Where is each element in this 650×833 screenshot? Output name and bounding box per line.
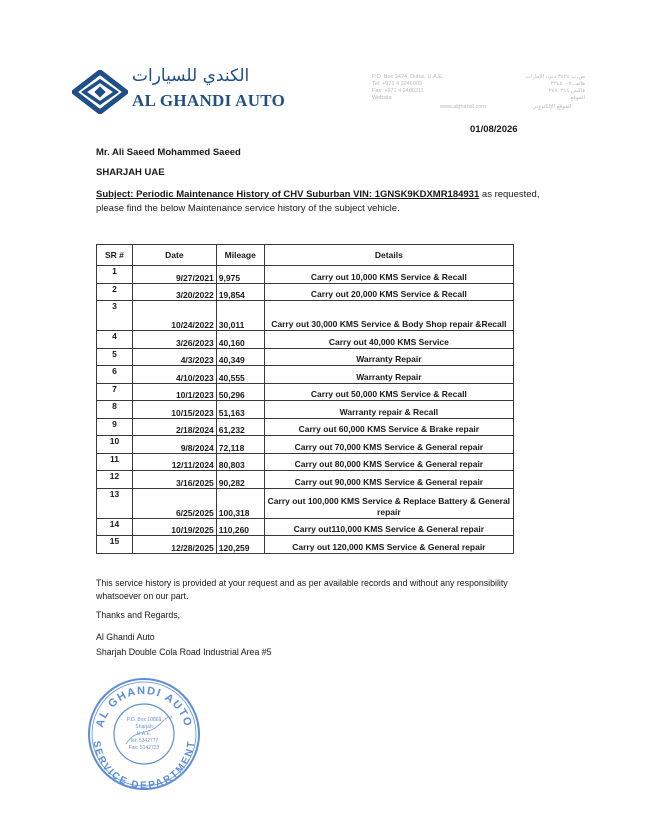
signature-company: Al Ghandi Auto xyxy=(96,632,155,642)
subject-label: Subject: Periodic Maintenance History of CHV Suburban VIN: 1GNSK9KDXMR184931 xyxy=(96,189,480,200)
cell-sr: 1 xyxy=(97,266,133,284)
recipient-name: Mr. Ali Saeed Mohammed Saeed xyxy=(96,147,241,158)
contact-line-ar: فاكس ٢٤٨٠٢١١ xyxy=(548,88,585,94)
brand-name-arabic: الكندي للسيارات xyxy=(132,66,250,86)
cell-sr: 7 xyxy=(97,383,133,401)
stamp-line: P.O. Box 10869 xyxy=(126,717,162,723)
cell-details: Carry out 60,000 KMS Service & Brake repair xyxy=(264,418,513,436)
letter-date: 01/08/2026 xyxy=(470,124,518,135)
cell-date: 3/26/2023 xyxy=(132,331,216,349)
cell-date: 9/8/2024 xyxy=(132,436,216,454)
al-ghandi-logo-icon xyxy=(72,70,128,114)
contact-line: Tel: +971 4 3245005 xyxy=(372,81,423,87)
contact-line: Website xyxy=(372,95,392,101)
cell-mileage: 51,163 xyxy=(216,401,264,419)
table-row xyxy=(97,331,514,349)
table-row xyxy=(97,266,514,284)
cell-details: Carry out 10,000 KMS Service & Recall xyxy=(264,266,513,284)
cell-sr: 3 xyxy=(97,301,133,331)
cell-date: 3/20/2022 xyxy=(132,283,216,301)
cell-mileage: 61,232 xyxy=(216,418,264,436)
table-row xyxy=(97,301,514,331)
contact-line: P.O. Box 3424, Dubai, U.A.E. xyxy=(372,74,444,80)
table-row xyxy=(97,436,514,454)
maintenance-history-table xyxy=(96,244,514,554)
cell-sr: 12 xyxy=(97,471,133,489)
contact-block-english xyxy=(372,74,482,102)
service-department-stamp xyxy=(86,676,202,792)
cell-mileage: 40,160 xyxy=(216,331,264,349)
table-row xyxy=(97,418,514,436)
cell-date: 12/11/2024 xyxy=(132,453,216,471)
cell-sr: 5 xyxy=(97,348,133,366)
closing-text: Thanks and Regards, xyxy=(96,610,181,620)
cell-mileage: 40,555 xyxy=(216,366,264,384)
website-text: www.alghandi.com xyxy=(440,104,486,110)
cell-sr: 4 xyxy=(97,331,133,349)
contact-line-ar: الموقع xyxy=(570,95,585,101)
header-sr: SR # xyxy=(97,245,133,266)
cell-mileage: 9,975 xyxy=(216,266,264,284)
cell-details: Warranty Repair xyxy=(264,348,513,366)
cell-details: Carry out 40,000 KMS Service xyxy=(264,331,513,349)
cell-mileage: 72,118 xyxy=(216,436,264,454)
contact-line-ar: ص.ب ٣٤٢٤ دبي، الإمارات xyxy=(525,74,585,80)
contact-block-arabic xyxy=(510,74,585,102)
cell-date: 4/3/2023 xyxy=(132,348,216,366)
cell-mileage: 80,803 xyxy=(216,453,264,471)
table-row xyxy=(97,536,514,554)
recipient-location: SHARJAH UAE xyxy=(96,167,165,178)
table-header-row xyxy=(97,245,514,266)
cell-details: Carry out 120,000 KMS Service & General repair xyxy=(264,536,513,554)
subject-paragraph xyxy=(96,188,556,216)
table-row xyxy=(97,518,514,536)
cell-date: 10/15/2023 xyxy=(132,401,216,419)
cell-sr: 13 xyxy=(97,488,133,518)
stamp-line: U.A.E. xyxy=(136,731,152,737)
cell-details: Carry out 80,000 KMS Service & General repair xyxy=(264,453,513,471)
cell-date: 3/16/2025 xyxy=(132,471,216,489)
cell-mileage: 40,349 xyxy=(216,348,264,366)
stamp-line: Fax: 5142723 xyxy=(128,745,160,751)
cell-date: 2/18/2024 xyxy=(132,418,216,436)
cell-details: Carry out 30,000 KMS Service & Body Shop repair &Recall xyxy=(264,301,513,331)
cell-mileage: 90,282 xyxy=(216,471,264,489)
cell-sr: 9 xyxy=(97,418,133,436)
cell-date: 4/10/2023 xyxy=(132,366,216,384)
cell-mileage: 50,296 xyxy=(216,383,264,401)
cell-mileage: 110,260 xyxy=(216,518,264,536)
stamp-line: Sharjah xyxy=(135,724,153,730)
header-date: Date xyxy=(132,245,216,266)
cell-details: Warranty Repair xyxy=(264,366,513,384)
disclaimer-text: This service history is provided at your request and as per available records and without any responsibility whatsoever on our part. xyxy=(96,578,508,601)
contact-line-ar: هاتف ٣٢٤٥٠٠٥ xyxy=(550,81,585,87)
table-row xyxy=(97,383,514,401)
cell-sr: 14 xyxy=(97,518,133,536)
stamp-line: Tel: 5342777 xyxy=(129,738,159,744)
table-row xyxy=(97,453,514,471)
table-row xyxy=(97,401,514,419)
signature-address: Sharjah Double Cola Road Industrial Area #5 xyxy=(96,647,272,657)
cell-sr: 15 xyxy=(97,536,133,554)
cell-details: Carry out 100,000 KMS Service & Replace Battery & General repair xyxy=(264,488,513,518)
cell-date: 10/24/2022 xyxy=(132,301,216,331)
cell-date: 10/1/2023 xyxy=(132,383,216,401)
cell-details: Carry out110,000 KMS Service & General repair xyxy=(264,518,513,536)
header-details: Details xyxy=(264,245,513,266)
cell-mileage: 120,259 xyxy=(216,536,264,554)
arabic-footer-line: الموقع الإلكتروني xyxy=(532,104,572,110)
cell-date: 9/27/2021 xyxy=(132,266,216,284)
cell-mileage: 30,011 xyxy=(216,301,264,331)
cell-mileage: 19,854 xyxy=(216,283,264,301)
table-row xyxy=(97,348,514,366)
cell-details: Carry out 70,000 KMS Service & General repair xyxy=(264,436,513,454)
cell-details: Warranty repair & Recall xyxy=(264,401,513,419)
cell-sr: 11 xyxy=(97,453,133,471)
stamp-bottom-text: SERVICE DEPARTMENT xyxy=(90,740,198,792)
brand-name-english: AL GHANDI AUTO xyxy=(132,91,286,110)
cell-sr: 2 xyxy=(97,283,133,301)
cell-sr: 10 xyxy=(97,436,133,454)
cell-sr: 6 xyxy=(97,366,133,384)
cell-details: Carry out 50,000 KMS Service & Recall xyxy=(264,383,513,401)
header-mileage: Mileage xyxy=(216,245,264,266)
stamp-top-text: AL GHANDI AUTO xyxy=(93,684,195,729)
cell-sr: 8 xyxy=(97,401,133,419)
cell-date: 6/25/2025 xyxy=(132,488,216,518)
cell-mileage: 100,318 xyxy=(216,488,264,518)
cell-date: 12/28/2025 xyxy=(132,536,216,554)
cell-details: Carry out 20,000 KMS Service & Recall xyxy=(264,283,513,301)
cell-date: 10/19/2025 xyxy=(132,518,216,536)
table-row xyxy=(97,283,514,301)
table-row xyxy=(97,471,514,489)
table-row xyxy=(97,366,514,384)
cell-details: Carry out 90,000 KMS Service & General repair xyxy=(264,471,513,489)
contact-line: Fax: +971 4 2480211 xyxy=(372,88,424,94)
table-row xyxy=(97,488,514,518)
subject-continuation: as requested, please find the below Maintenance service history of the subject vehicle. xyxy=(96,189,540,214)
